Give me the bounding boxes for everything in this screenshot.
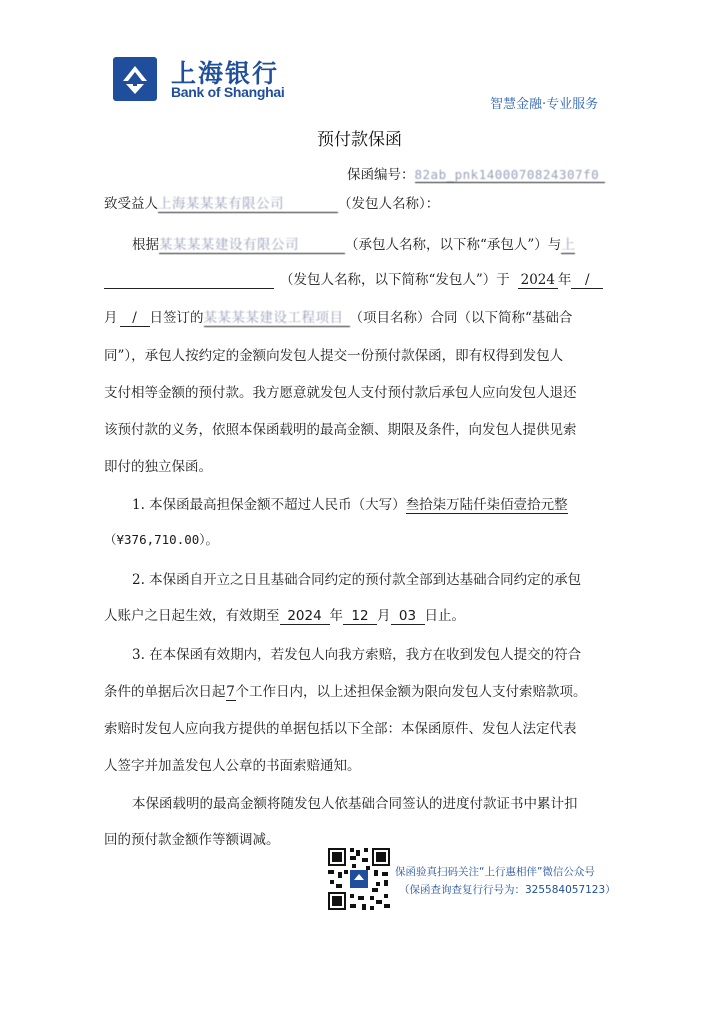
clause2-text: 人账户之日起生效，有效期至	[104, 608, 280, 624]
guarantee-number-value: 82ab_pnk1400070824307f0	[415, 167, 605, 183]
bank-name-cn: 上海银行	[171, 59, 280, 88]
employer-name-start: 上	[561, 233, 575, 254]
para1-text: 根据	[132, 237, 159, 253]
addressee-row	[104, 192, 439, 213]
clause3-line2	[104, 680, 587, 701]
expiry-month-unit: 月	[377, 608, 391, 624]
expiry-day: 03	[391, 608, 425, 625]
expiry-year: 2024	[280, 608, 330, 625]
sign-year: 2024	[518, 272, 558, 289]
para1-line5: 支付相等金额的预付款。我方愿意就发包人支付预付款后承包人应向发包人退还	[104, 385, 577, 401]
final-para-line2: 回的预付款金额作等额调减。	[104, 832, 280, 848]
month-unit: 月	[104, 310, 118, 326]
clause3-line4: 人签字并加盖发包人公章的书面索赔通知。	[104, 758, 361, 774]
clause1-line1	[132, 493, 568, 514]
clause3-text: 个工作日内，以上述担保金额为限向发包人支付索赔款项。	[235, 684, 587, 700]
verification-qr-code[interactable]	[326, 846, 392, 912]
para1-line6: 该预付款的义务，依照本保函载明的最高金额、期限及条件，向发包人提供见索	[104, 422, 577, 438]
para1-text: 日签订的	[149, 310, 204, 326]
beneficiary-name: 上海某某某有限公司	[158, 192, 338, 213]
employer-name-blank	[104, 272, 274, 289]
document-title: 预付款保函	[317, 130, 402, 150]
qr-query-bank-code: （保函查询查复行行号为：325584057123）	[399, 884, 616, 896]
qr-verification-note: 保函验真扫码关注“上行惠相伴”微信公众号	[395, 866, 595, 878]
bank-name-en: Bank of Shanghai	[171, 84, 285, 100]
project-name: 某某某某建设工程项目	[204, 306, 350, 327]
claim-working-days: 7	[226, 684, 235, 700]
addressee-suffix: （发包人名称）：	[338, 196, 440, 212]
amount-in-figures: （¥376,710.00）。	[104, 532, 219, 547]
bank-slogan: 智慧金融·专业服务	[490, 97, 599, 112]
clause2-line2	[104, 604, 465, 625]
expiry-month: 12	[343, 608, 377, 625]
para1-line2	[104, 268, 603, 289]
contractor-name: 某某某某建设有限公司	[159, 233, 345, 254]
guarantee-number-row	[347, 163, 605, 183]
sign-day: /	[120, 310, 150, 327]
para1-text: （项目名称）合同（以下简称“基础合	[349, 310, 573, 326]
clause3-line1: 3. 在本保函有效期内，若发包人向我方索赔，我方在收到发包人提交的符合	[132, 647, 582, 663]
guarantee-number-label: 保函编号：	[347, 167, 415, 183]
year-unit: 年	[557, 272, 572, 288]
para1-line1	[132, 233, 575, 254]
para1-text: （发包人名称，以下简称“发包人”）于	[280, 272, 510, 288]
sign-month: /	[571, 272, 603, 289]
clause3-line3: 索赔时发包人应向我方提供的单据包括以下全部：本保函原件、发包人法定代表	[104, 721, 577, 737]
expiry-day-unit: 日止。	[424, 608, 465, 624]
para1-line3	[104, 306, 572, 327]
para1-line4: 同”），承包人按约定的金额向发包人提交一份预付款保函，即有权得到发包人	[104, 348, 564, 364]
clause3-text: 条件的单据后次日起	[104, 684, 226, 700]
expiry-year-unit: 年	[329, 608, 343, 624]
para1-text: （承包人名称，以下称“承包人”）与	[345, 237, 562, 253]
amount-in-words: 叁拾柒万陆仟柒佰壹拾元整	[406, 493, 568, 514]
clause1-text: 1. 本保函最高担保金额不超过人民币（大写）	[132, 497, 406, 513]
bank-logo-icon	[113, 57, 157, 101]
final-para-line1: 本保函载明的最高金额将随发包人依基础合同签认的进度付款证书中累计扣	[132, 796, 578, 812]
addressee-prefix: 致受益人	[104, 196, 158, 212]
para1-line7: 即付的独立保函。	[104, 459, 212, 475]
clause2-line1: 2. 本保函自开立之日且基础合同约定的预付款全部到达基础合同约定的承包	[132, 572, 582, 588]
